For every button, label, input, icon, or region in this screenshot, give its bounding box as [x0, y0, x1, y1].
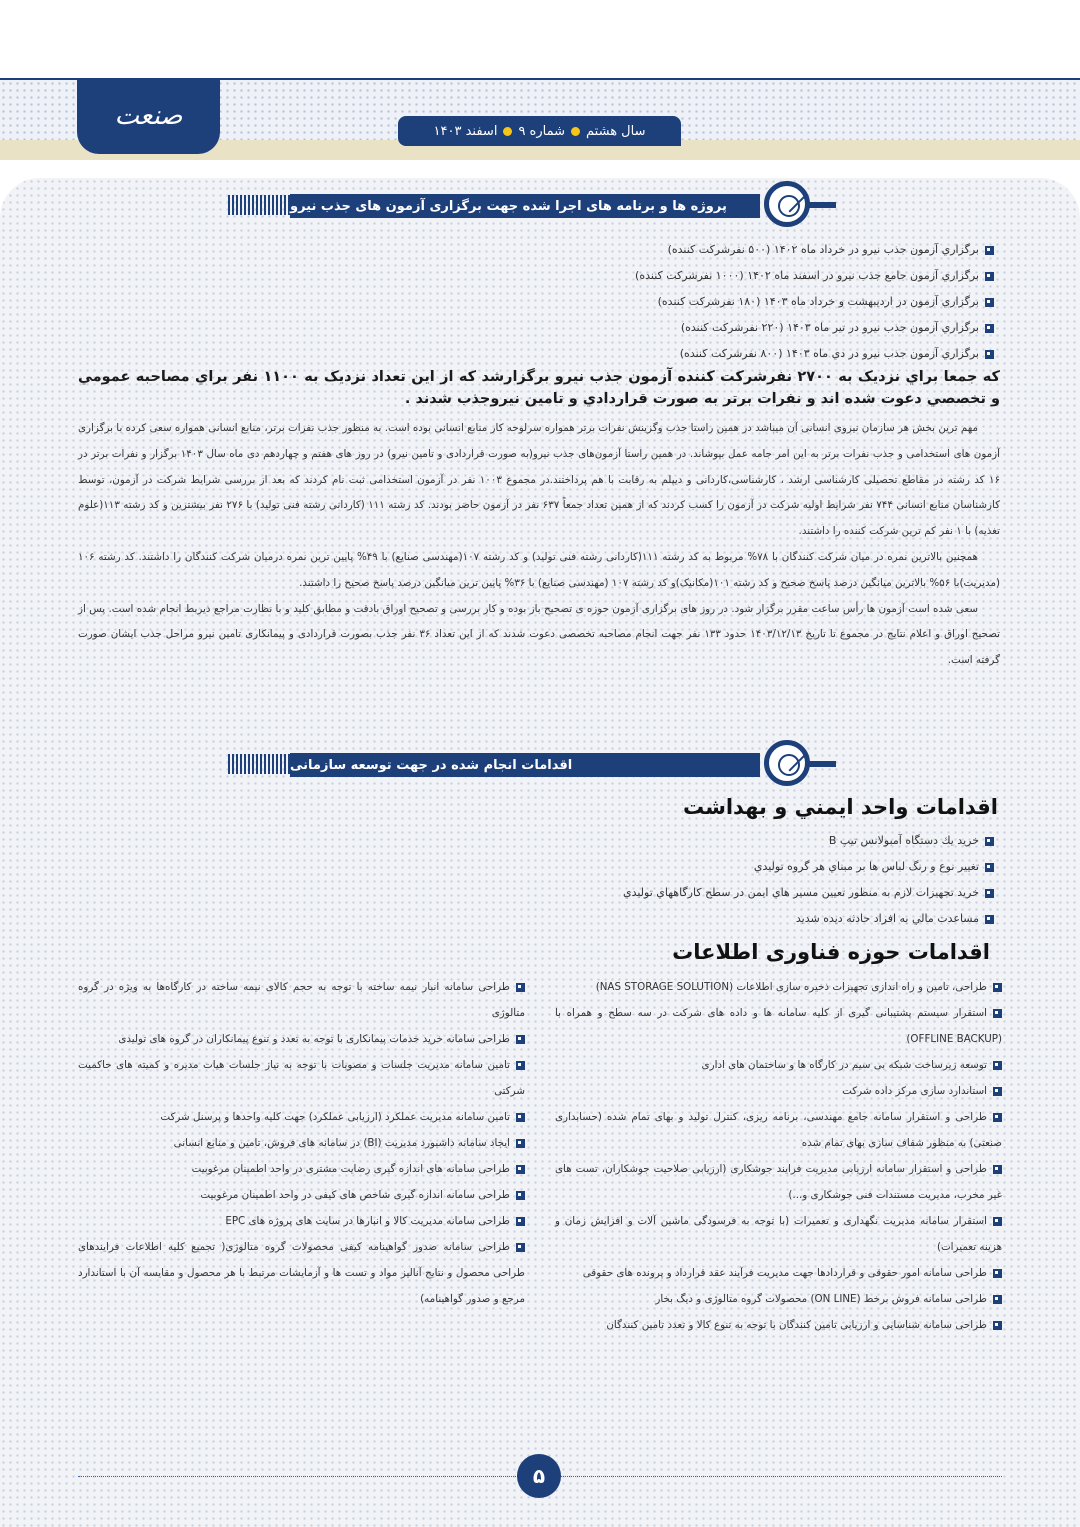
bullet-icon — [516, 1113, 525, 1122]
list-item — [635, 263, 994, 289]
list-item-text: طراحی سامانه انبار نیمه ساخته با توجه به حجم کالای نیمه ساخته در کارگاه‌ها به ویژه در گروه متالوژی — [78, 981, 525, 1019]
list-item-text: طراحی سامانه های اندازه گیری رضایت مشتری در واحد اطمینان مرغوبیت — [191, 1163, 510, 1175]
list-item — [623, 906, 994, 932]
bullet-icon — [993, 1321, 1002, 1330]
list-item — [78, 1130, 525, 1156]
list-item-text: ایجاد سامانه داشبورد مدیریت (BI) در سامانه های فروش، تامین و منابع انسانی — [173, 1137, 510, 1149]
list-item — [555, 1052, 1002, 1078]
list-item — [555, 1078, 1002, 1104]
list-item-text: طراحی، تامین و راه اندازی تجهیزات ذخیره سازی اطلاعات (NAS STORAGE SOLUTION) — [595, 981, 987, 993]
bullet-icon — [993, 1269, 1002, 1278]
recruitment-list — [635, 237, 994, 367]
list-item — [623, 828, 994, 854]
list-item-text: مساعدت مالي به افراد حادثه ديده شديد — [795, 912, 979, 925]
list-item-text: طراحی سامانه امور حقوقی و قراردادها جهت مدیریت فرآیند عقد قرارداد و پرونده های حقوقی — [582, 1267, 987, 1279]
banner-tail — [806, 761, 836, 767]
issue-number: شماره ۹ — [518, 123, 566, 139]
bullet-icon — [993, 1009, 1002, 1018]
list-item — [555, 1208, 1002, 1260]
safety-list — [623, 828, 994, 932]
it-column-right — [555, 974, 1002, 1338]
list-item — [635, 341, 994, 367]
issue-date: اسفند ۱۴۰۳ — [433, 123, 498, 139]
section-banner-development — [228, 740, 838, 790]
section-title: اقدامات انجام شده در جهت توسعه سازمانی — [290, 753, 760, 777]
list-item-text: استاندارد سازی مرکز داده شرکت — [842, 1085, 987, 1097]
list-item — [78, 1234, 525, 1312]
recruitment-body — [78, 416, 1000, 674]
list-item — [623, 880, 994, 906]
list-item-text: خريد يك دستگاه آمبولانس تيپ B — [828, 834, 979, 847]
bullet-icon — [993, 1295, 1002, 1304]
recruitment-summary: که جمعا براي نزديک به ۲۷۰۰ نفرشرکت کننده آزمون جذب نيرو برگزارشد که از اين تعداد نزديک به ۱۱۰۰ نفر براي مصاحبه عمومي و تخصصي دعوت شده اند و نفرات برتر به صورت قراردادي و تامين نيروجذب شدند . — [78, 369, 1000, 407]
list-item — [555, 1156, 1002, 1208]
paragraph: همچنین بالاترین نمره در میان شرکت کنندگان با ۷۸% مربوط به کد رشته ۱۱۱(کاردانی رشته فنی تولید) و کد رشته ۱۰۷(مهندسی صنایع) با ۴۹% پایین ترین نمره درمیان شرکت کنندگان را داشتند. کد رشته ۱۰۶ (مدیریت)با ۵۶% بالاترین میانگین درصد پاسخ صحیح و کد رشته ۱۰۱(مکانیک)و کد رشته ۱۰۷ (مهندسی صنایع) با ۳۶% پایین ترین میانگین درصد پاسخ صحیح را داشتند. — [78, 550, 1000, 589]
list-item — [555, 1260, 1002, 1286]
list-item — [635, 237, 994, 263]
bullet-icon — [993, 1217, 1002, 1226]
list-item-text: برگزاري آزمون جامع جذب نيرو در اسفند ماه ۱۴۰۲ (۱۰۰۰ نفرشرکت کننده) — [635, 269, 979, 282]
banner-stripe — [228, 195, 290, 215]
list-item — [78, 1156, 525, 1182]
bullet-icon — [985, 272, 994, 281]
list-item — [78, 1026, 525, 1052]
list-item-text: طراحی و استقرار سامانه جامع مهندسی، برنامه ریزی، کنترل تولید و بهای تمام شده (حسابداری صنعتی) به منظور شفاف سازی بهای تمام شده — [555, 1111, 1002, 1149]
bullet-icon — [985, 324, 994, 333]
bullet-icon — [516, 1191, 525, 1200]
list-item — [555, 1000, 1002, 1052]
bullet-icon — [993, 1087, 1002, 1096]
bullet-icon — [985, 889, 994, 898]
list-item-text: طراحی سامانه مدیریت کالا و انبارها در سایت های پروژه های EPC — [225, 1215, 510, 1227]
section-title: پروژه ها و برنامه های اجرا شده جهت برگزاری آزمون های جذب نیرو — [290, 194, 760, 218]
it-heading: اقدامات حوزه فناوری اطلاعات — [672, 940, 990, 964]
list-item — [78, 974, 525, 1026]
bullet-icon — [516, 1035, 525, 1044]
pen-icon — [764, 181, 810, 227]
banner-stripe — [228, 754, 290, 774]
bullet-icon — [985, 915, 994, 924]
bullet-icon — [993, 1165, 1002, 1174]
list-item — [623, 854, 994, 880]
list-item — [555, 1104, 1002, 1156]
it-column-left — [78, 974, 525, 1312]
list-item-text: توسعه زیرساخت شبکه بی سیم در کارگاه ها و ساختمان های اداری — [701, 1059, 987, 1071]
bullet-icon — [993, 983, 1002, 992]
list-item — [635, 315, 994, 341]
paragraph: مهم ترین بخش هر سازمان نیروی انسانی آن میباشد در همین راستا جذب وگزینش نفرات برتر همواره سرلوحه کار منابع انسانی بوده است. به منظور جذب نفرات برتر، منابع انسانی همواره سعی کرده با برگزاری آزمون های استخدامی و جذب نفرات برتر به این امر جامه عمل بپوشاند. در همین راستا آزمون‌های جذب نیرو(به صورت قراردادی و تامین نیرو) در روز های هفتم و چهاردهم دی ماه سال ۱۴۰۳ برگزار و نفرات برتر در ۱۶ کد رشته در مقاطع تحصیلی کارشناسی ارشد ، کارشناسی،کاردانی و دیپلم به رقابت با هم پرداختند.در مجموع ۱۰۰۳ نفر در آزمون استخدامی ثبت نام کردند که بعد از بررسی شرایط شرکت در آزمون، توسط کارشناسان منابع انسانی ۷۴۴ نفر شرایط اولیه شرکت در آزمون را کسب کردند که از همین تعداد جمعاً ۶۳۷ نفر در آزمون حاضر بودند. کد رشته ۱۱۱ (کاردانی رشته فنی تولید) با ۲۷۶ نفر بیشترین و کد رشته ۱۱۳(علوم تغذیه) با ۱ نفر کم ترین شرکت کننده را داشتند. — [78, 422, 1000, 538]
list-item — [555, 1286, 1002, 1312]
list-item-text: برگزاري آزمون در ارديبهشت و خرداد ماه ۱۴۰۳ (۱۸۰ نفرشرکت کننده) — [657, 295, 979, 308]
separator-dot-icon — [571, 127, 580, 136]
list-item-text: طراحی سامانه فروش برخط (ON LINE) محصولات گروه متالوژی و دیگ بخار — [655, 1293, 987, 1305]
paragraph: سعی شده است آزمون ها رأس ساعت مقرر برگزار شود. در روز های برگزاری آزمون حوزه ی تصحیح باز بوده و کار بررسی و تصحیح اوراق بادقت و مطابق کلید و با نظارت مراجع ذیربط انجام شده است. پس از تصحیح اوراق و اعلام نتایج در مجموع تا تاریخ ۱۴۰۳/۱۲/۱۳ حدود ۱۳۳ نفر جهت انجام مصاحبه تخصصی دعوت شدند که از این تعداد ۳۶ نفر جذب بصورت قراردادی و پیمانکاری تامین نیرو مراحل جذب ایشان صورت گرفته است. — [78, 602, 1000, 667]
bullet-icon — [985, 837, 994, 846]
bullet-icon — [516, 1217, 525, 1226]
list-item-text: تغيير نوع و رنگ لباس ها بر مبناي هر گروه توليدي — [753, 860, 979, 873]
list-item-text: استقرار سامانه مدیریت نگهداری و تعمیرات (با توجه به فرسودگی ماشین آلات و افزایش زمان و هزینه تعمیرات) — [555, 1215, 1002, 1253]
list-item — [78, 1208, 525, 1234]
issue-year: سال هشتم — [586, 123, 646, 139]
bullet-icon — [985, 863, 994, 872]
list-item-text: برگزاري آزمون جذب نيرو در تير ماه ۱۴۰۳ (۲۲۰ نفرشرکت کننده) — [680, 321, 979, 334]
list-item-text: طراحی سامانه شناسایی و ارزیابی تامین کنندگان با توجه به تنوع کالا و تعدد تامین کنندگان — [606, 1319, 987, 1331]
bullet-icon — [516, 1243, 525, 1252]
list-item — [635, 289, 994, 315]
bullet-icon — [516, 1139, 525, 1148]
banner-tail — [806, 202, 836, 208]
list-item-text: استقرار سیستم پشتیبانی گیری از کلیه سامانه ها و داده های شرکت در سه سطح و همراه با (OFFLINE BACKUP) — [555, 1007, 1002, 1045]
logo — [77, 78, 220, 154]
separator-dot-icon — [503, 127, 512, 136]
list-item — [555, 974, 1002, 1000]
bullet-icon — [516, 983, 525, 992]
list-item — [78, 1104, 525, 1130]
list-item-text: تامین سامانه مدیریت جلسات و مصوبات با توجه به نیاز جلسات هیات مدیره و کمیته های حاکمیت شرکتی — [78, 1059, 525, 1097]
list-item — [78, 1052, 525, 1104]
list-item-text: طراحی سامانه خرید خدمات پیمانکاری با توجه به تعدد و تنوع پیمانکاران در گروه های تولیدی — [118, 1033, 510, 1045]
list-item — [78, 1182, 525, 1208]
list-item-text: طراحی سامانه صدور گواهینامه کیفی محصولات گروه متالوژی( تجمیع کلیه اطلاعات فرایندهای طراحی محصول و نتایج آنالیز مواد و تست ها و آزمایشات مرتبط با هر محصول و مقایسه آن با استاندارد مرجع و صدور گواهینامه) — [78, 1241, 525, 1305]
list-item-text: برگزاري آزمون جذب نيرو در دي ماه ۱۴۰۳ (۸۰۰ نفرشرکت کننده) — [679, 347, 979, 360]
pen-icon — [764, 740, 810, 786]
bullet-icon — [993, 1113, 1002, 1122]
logo-text: صنعت — [114, 101, 183, 131]
list-item — [555, 1312, 1002, 1338]
page-number: ۵ — [517, 1454, 561, 1498]
list-item-text: طراحی و استقرار سامانه ارزیابی مدیریت فرایند جوشکاری (ارزیابی صلاحیت جوشکاران، تست های غیر مخرب، مدیریت مستندات فنی جوشکاری و...) — [555, 1163, 1002, 1201]
list-item-text: تامین سامانه مدیریت عملکرد (ارزیابی عملکرد) جهت کلیه واحدها و پرسنل شرکت — [160, 1111, 510, 1123]
bullet-icon — [516, 1061, 525, 1070]
list-item-text: طراحی سامانه اندازه گیری شاخص های کیفی در واحد اطمینان مرغوبیت — [200, 1189, 510, 1201]
list-item-text: خريد تجهيزات لازم به منظور تعيين مسير هاي ايمن در سطح كارگاههاي توليدي — [622, 886, 979, 899]
bullet-icon — [985, 350, 994, 359]
issue-info — [398, 116, 681, 146]
bullet-icon — [985, 246, 994, 255]
list-item-text: برگزاري آزمون جذب نيرو در خرداد ماه ۱۴۰۲ (۵۰۰ نفرشرکت کننده) — [667, 243, 979, 256]
section-banner-recruitment — [228, 181, 838, 231]
bullet-icon — [516, 1165, 525, 1174]
bullet-icon — [985, 298, 994, 307]
safety-heading: اقدامات واحد ايمني و بهداشت — [682, 795, 998, 819]
bullet-icon — [993, 1061, 1002, 1070]
